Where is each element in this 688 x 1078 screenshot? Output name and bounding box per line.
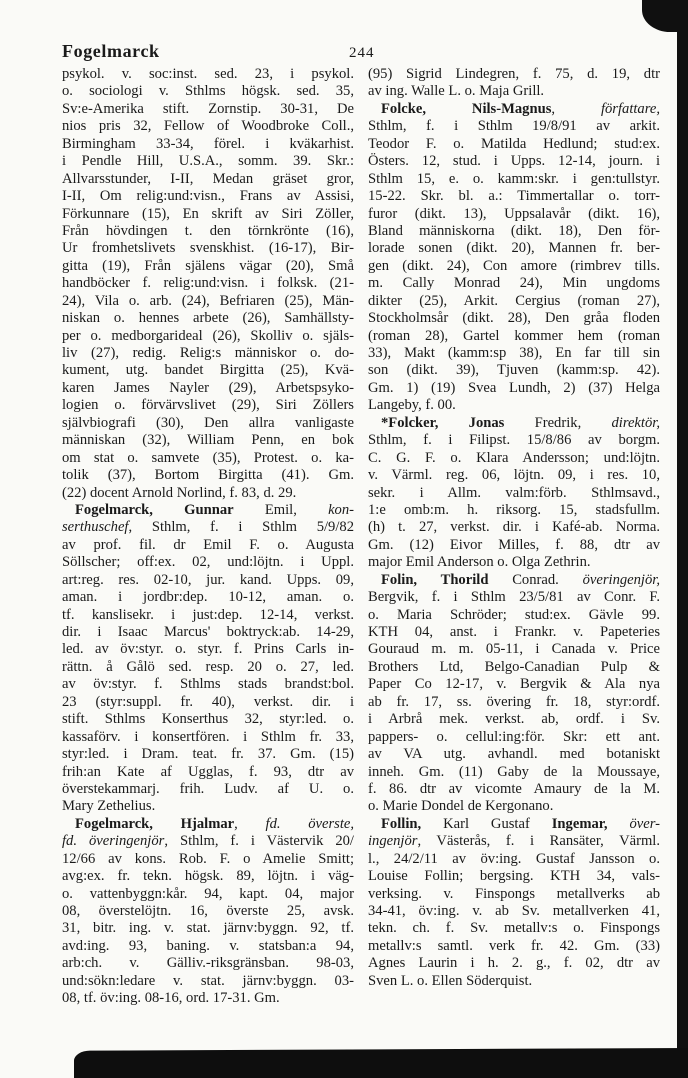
- text-line: [368, 851, 660, 868]
- text-segment: tekn. ch. f. Sv. metallv:s o. Finspongs: [368, 920, 660, 937]
- text-segment: Paper Co 12-17, v. Bergvik & Ala nya: [368, 676, 660, 693]
- text-line: [368, 920, 660, 937]
- text-column-right: [368, 66, 660, 990]
- text-segment: Conrad.: [488, 571, 583, 588]
- text-line: [62, 886, 354, 903]
- text-segment: kument, utg. bandet Birgitta (25), Kvä-: [62, 362, 354, 379]
- text-line: [368, 659, 660, 676]
- text-line: [62, 310, 354, 327]
- text-line: [62, 938, 354, 955]
- text-line: [62, 676, 354, 693]
- text-segment: arb:ch. v. Gälliv.-riksgränsban. 98-03,: [62, 955, 354, 972]
- text-line: [368, 328, 660, 345]
- text-segment: ,: [551, 100, 601, 117]
- text-line: [62, 729, 354, 746]
- text-segment: ,: [234, 815, 266, 832]
- text-segment: 23 (styr:suppl. fr. 40), verkst. dir. i: [62, 693, 354, 710]
- text-segment: Folcke, Nils-Magnus: [381, 100, 552, 117]
- text-segment: Sv:e-Amerika stift. Zornstip. 30-31, De: [62, 100, 354, 117]
- text-segment: Bland människorna (dikt. 18), Den för-: [368, 222, 660, 239]
- text-segment: överstekammarj. frih. Ludv. af U. o.: [62, 780, 354, 797]
- text-segment: av ing. Walle L. o. Maja Grill.: [368, 83, 545, 100]
- text-segment: Brothers Ltd, Belgo-Canadian Pulp &: [368, 658, 660, 675]
- text-segment: verksing. v. Finspongs metallverks ab: [368, 885, 660, 902]
- text-line: [62, 188, 354, 205]
- text-line: [62, 798, 354, 815]
- text-line: [368, 711, 660, 728]
- text-line: [368, 572, 660, 589]
- text-line: [62, 659, 354, 676]
- text-segment: *Folcker, Jonas: [381, 414, 505, 431]
- text-segment: Östers. 12, stud. i Upps. 12-14, journ. i: [368, 153, 660, 170]
- text-segment: Sthlm 15, e. o. kamm:skr. i gen:tullstyr.: [368, 170, 660, 187]
- text-line: [368, 589, 660, 606]
- text-segment: C. G. F. o. Klara Andersson; und:löjtn.: [368, 449, 660, 466]
- text-line: [62, 206, 354, 223]
- text-segment: 08, tf. öv:ing. 08-16, ord. 17-31. Gm.: [62, 990, 280, 1007]
- text-line: [368, 903, 660, 920]
- text-line: [62, 345, 354, 362]
- text-line: [62, 537, 354, 554]
- text-line: [368, 694, 660, 711]
- text-line: [368, 537, 660, 554]
- text-line: [368, 729, 660, 746]
- text-line: [368, 938, 660, 955]
- text-line: [368, 118, 660, 135]
- text-segment: styr:led. i Dram. teat. fr. 37. Gm. (15): [62, 746, 354, 763]
- text-line: [62, 746, 354, 763]
- text-line: [62, 920, 354, 937]
- text-segment: Söllscher; off:ex. 02, und:löjtn. i Uppl.: [62, 554, 354, 571]
- text-line: [368, 781, 660, 798]
- text-segment: tf. kanslisekr. i just:dep. 12-14, verkst.: [62, 606, 354, 623]
- scan-artifact-right-edge: [677, 0, 688, 1078]
- text-line: [62, 415, 354, 432]
- text-line: [368, 153, 660, 170]
- text-segment: kassaförv. i konsertfören. i Sthlm fr. 33,: [62, 728, 354, 745]
- text-line: [62, 955, 354, 972]
- text-line: [368, 764, 660, 781]
- text-segment: fd. överste,: [265, 815, 354, 832]
- text-line: [62, 293, 354, 310]
- text-segment: tolik (37), Bortom Birgitta (41). Gm.: [62, 467, 354, 484]
- text-segment: o. sociologi v. Sthlms högsk. sed. 35,: [62, 83, 354, 100]
- text-line: [368, 641, 660, 658]
- text-line: [368, 136, 660, 153]
- text-segment: om stat o. samvete (35), Protest. o. ka-: [62, 449, 354, 466]
- text-segment: 12/66 av kons. Rob. F. o Amelie Smitt;: [62, 850, 354, 867]
- text-segment: led. av öv:styr. o. styr. f. Prins Carls in-: [62, 641, 354, 658]
- text-segment: Från hövdingen t. den törnkrönte (16),: [62, 222, 354, 239]
- text-line: [368, 502, 660, 519]
- text-line: [368, 624, 660, 641]
- text-line: [62, 816, 354, 833]
- text-line: [368, 467, 660, 484]
- text-line: [368, 83, 660, 100]
- text-segment: (95) Sigrid Lindegren, f. 75, d. 19, dtr: [368, 66, 660, 82]
- text-segment: Ur fromhetslivets svenskhist. (16-17), Bir-: [62, 240, 354, 257]
- text-segment: furor (dikt. 13), Uppsalavår (dikt. 16),: [368, 205, 660, 222]
- text-line: [62, 432, 354, 449]
- text-segment: 15-22. Skr. bl. a.: Timmertallar o. torr-: [368, 188, 660, 205]
- text-segment: v. Värml. reg. 06, löjtn. 09, i res. 10,: [368, 467, 660, 484]
- text-segment: avd:ing. 93, baning. v. statsban:a 94,: [62, 937, 354, 954]
- text-segment: frih:an Kate af Ugglas, f. 93, dtr av: [62, 763, 354, 780]
- text-column-left: [62, 66, 354, 1008]
- text-segment: 34-41, öv:ing. v. ab Sv. metallverken 41,: [368, 903, 660, 919]
- text-line: [62, 607, 354, 624]
- text-line: [368, 345, 660, 362]
- text-segment: Follin,: [381, 815, 422, 832]
- text-line: [368, 397, 660, 414]
- text-segment: över-: [629, 815, 660, 832]
- text-line: [62, 485, 354, 502]
- text-segment: gitta (19), Från själens vägar (20), Små: [62, 257, 354, 274]
- text-segment: Agnes Laurin i h. 2. g., f. 02, dtr av: [368, 955, 660, 972]
- text-segment: Sthlm, f. i Filipst. 15/8/86 av borgm.: [368, 432, 660, 449]
- text-line: [368, 293, 660, 310]
- text-line: [62, 275, 354, 292]
- text-segment: i Arbrå mek. verkst. ab, ordf. i Sv.: [368, 711, 660, 728]
- text-segment: o. Marie Dondel de Kergonano.: [368, 798, 554, 815]
- text-line: [368, 519, 660, 536]
- text-line: [368, 101, 660, 118]
- text-segment: av öv:styr. f. Sthlms stads brandst:bol.: [62, 676, 354, 693]
- text-segment: 08, överstelöjtn. 16, överste 25, avsk.: [62, 903, 354, 919]
- text-segment: liv (27), redig. Relig:s människor o. do-: [62, 345, 354, 361]
- text-line: [368, 206, 660, 223]
- text-segment: per o. medborgarideal (26), Skolliv o. själs-: [62, 327, 354, 344]
- text-segment: författare,: [600, 100, 660, 117]
- text-line: [62, 764, 354, 781]
- text-segment: överingenjör,: [582, 571, 660, 588]
- text-segment: 24), Vila o. arb. (24), Befriaren (25), Män-: [62, 292, 354, 309]
- text-line: [368, 223, 660, 240]
- text-segment: 33), Makt (kamm:sp 38), En far till sin: [368, 345, 660, 361]
- text-segment: , Sthlm, f. i Västervik 20/: [164, 833, 354, 850]
- text-segment: Gm. (12) Eivor Milles, f. 88, dtr av: [368, 536, 660, 553]
- text-line: [368, 955, 660, 972]
- text-segment: , Sthlm, f. i Sthlm 5/9/82: [128, 519, 354, 536]
- text-segment: [608, 816, 630, 832]
- text-line: [62, 83, 354, 100]
- text-line: [368, 380, 660, 397]
- text-segment: (h) t. 27, verkst. dir. i Kafé-ab. Norma.: [368, 519, 660, 536]
- text-segment: handböcker f. relig:und:visn. i folksk. (21-: [62, 275, 354, 292]
- text-segment: 31, bitr. ing. v. stat. järnv:byggn. 92, tf.: [62, 920, 354, 937]
- text-segment: Fredrik,: [504, 414, 612, 431]
- text-segment: Allvarsstunder, I-II, Medan gräset gror,: [62, 170, 354, 187]
- text-line: [368, 868, 660, 885]
- text-segment: Karl Gustaf: [421, 815, 552, 832]
- text-segment: Sven L. o. Ellen Söderquist.: [368, 972, 533, 989]
- text-segment: ab fr. 17, ss. övering fr. 18, styr:ordf.: [368, 693, 660, 710]
- text-segment: logien o. förvärvslivet (29), Siri Zöllers: [62, 397, 354, 414]
- text-line: [62, 240, 354, 257]
- text-segment: inneh. Gm. (11) Gaby de la Moussaye,: [368, 763, 660, 780]
- text-line: [368, 258, 660, 275]
- text-line: [368, 607, 660, 624]
- text-segment: Langeby, f. 00.: [368, 397, 456, 414]
- text-segment: stift. Sthlms Konserthus 32, styr:led. o.: [62, 711, 354, 728]
- text-segment: I-II, Om relig:und:visn., Frans av Assisi,: [62, 188, 354, 205]
- text-line: [368, 816, 660, 833]
- text-segment: (22) docent Arnold Norlind, f. 83, d. 29.: [62, 484, 297, 501]
- text-segment: o. vattenbyggn:kår. 94, kapt. 04, major: [62, 885, 354, 902]
- text-segment: 1:e omb:m. h. riksorg. 15, stadsfullm.: [368, 501, 660, 518]
- text-line: [62, 851, 354, 868]
- text-line: [62, 973, 354, 990]
- text-line: [62, 868, 354, 885]
- text-segment: o. Maria Schröder; stud:ex. Gävle 99.: [368, 606, 660, 623]
- text-line: [62, 903, 354, 920]
- text-line: [62, 380, 354, 397]
- text-segment: KTH 04, anst. i Frankr. v. Papeteries: [368, 624, 660, 640]
- text-line: [368, 833, 660, 850]
- text-segment: art:reg. res. 02-10, jur. kand. Upps. 09,: [62, 571, 354, 588]
- text-segment: Sthlm, f. i Sthlm 19/8/91 av arkit.: [368, 118, 660, 135]
- text-segment: dir. i Isaac Marcus' boktryck:ab. 14-29,: [62, 624, 354, 640]
- text-line: [62, 362, 354, 379]
- text-segment: l., 24/2/11 av öv:ing. Gustaf Jansson o.: [368, 850, 660, 867]
- text-line: [62, 118, 354, 135]
- text-line: [62, 641, 354, 658]
- text-line: [368, 798, 660, 815]
- text-line: [62, 781, 354, 798]
- text-segment: son (dikt. 39), Tjuven (kamm:sp. 42).: [368, 362, 660, 379]
- text-segment: , Västerås, f. i Ransäter, Värml.: [417, 833, 660, 850]
- text-line: [62, 502, 354, 519]
- text-line: [368, 676, 660, 693]
- text-segment: Folin, Thorild: [381, 571, 489, 588]
- running-header-title: Fogelmarck: [62, 41, 160, 61]
- text-line: [368, 310, 660, 327]
- text-line: [368, 240, 660, 257]
- text-line: [368, 188, 660, 205]
- text-line: [62, 589, 354, 606]
- text-segment: avg:ex. fr. tekn. högsk. 89, löjtn. i väg-: [62, 868, 354, 885]
- text-segment: lorade sonen (dikt. 20), Mannen fr. ber-: [368, 240, 660, 257]
- text-segment: sekr. i Allm. valm:förb. Sthlmsavd.,: [368, 484, 660, 501]
- text-line: [62, 258, 354, 275]
- text-segment: ingenjör: [368, 833, 418, 850]
- text-segment: Teodor F. o. Matilda Hedlund; stud:ex.: [368, 135, 660, 152]
- text-line: [62, 467, 354, 484]
- text-segment: Stockholmsår (dikt. 28), Den gråa floden: [368, 310, 660, 327]
- text-line: [62, 833, 354, 850]
- text-segment: fd. överingenjör: [62, 833, 165, 850]
- text-line: [62, 66, 354, 83]
- text-segment: gen (dikt. 24), Con amore (rimbrev tills.: [368, 257, 660, 274]
- text-line: [368, 415, 660, 432]
- text-line: [62, 450, 354, 467]
- text-line: [62, 519, 354, 536]
- text-segment: människan (32), William Penn, en bok: [62, 432, 354, 449]
- text-segment: f. 86. dtr av vicomte Amaury de la M.: [368, 780, 660, 797]
- text-line: [62, 101, 354, 118]
- text-segment: Mary Zethelius.: [62, 798, 156, 815]
- text-segment: Ingemar,: [551, 815, 608, 832]
- text-segment: aman. i jordbr:dep. 10-12, aman. o.: [62, 589, 354, 606]
- page-number: 244: [349, 45, 375, 61]
- text-line: [62, 223, 354, 240]
- text-segment: niskan o. hennes arbete (26), Samhällsty-: [62, 310, 354, 327]
- text-segment: Fogelmarck, Gunnar: [75, 501, 234, 518]
- text-segment: major Emil Anderson o. Olga Zethrin.: [368, 554, 591, 571]
- text-segment: psykol. v. soc:inst. sed. 23, i psykol.: [62, 66, 354, 82]
- text-segment: av prof. fil. dr Emil F. o. Augusta: [62, 536, 354, 553]
- text-segment: kon-: [328, 501, 354, 518]
- text-segment: metallv:s samtl. verk fr. 42. Gm. (33): [368, 937, 660, 954]
- text-line: [62, 153, 354, 170]
- text-segment: Gouraud m. m. 05-11, i Canada v. Price: [368, 641, 660, 658]
- text-segment: (roman 28), Gartel kommer hem (roman: [368, 327, 660, 344]
- text-line: [368, 275, 660, 292]
- text-segment: Birmingham 33-34, förel. i kväkarhist.: [62, 135, 354, 152]
- text-segment: serthuschef: [62, 519, 129, 536]
- text-line: [62, 572, 354, 589]
- text-line: [368, 973, 660, 990]
- text-line: [62, 624, 354, 641]
- text-segment: Louise Follin; bergsing. KTH 34, vals-: [368, 868, 660, 885]
- text-line: [62, 136, 354, 153]
- text-line: [62, 554, 354, 571]
- text-segment: självbiografi (30), Den allra vanligaste: [62, 414, 354, 431]
- text-line: [368, 554, 660, 571]
- text-line: [368, 450, 660, 467]
- text-segment: pappers- o. cellul:ing:för. Skr: ett ant.: [368, 728, 660, 745]
- text-segment: m. Cally Monrad 24), Min ungdoms: [368, 275, 660, 292]
- text-line: [368, 171, 660, 188]
- text-segment: av VA utg. avhandl. med botaniskt: [368, 746, 660, 763]
- text-segment: Gm. 1) (19) Svea Lundh, 2) (37) Helga: [368, 379, 660, 396]
- text-segment: Bergvik, f. i Sthlm 23/5/81 av Conr. F.: [368, 589, 660, 606]
- text-segment: rättn. å Gålö sed. resp. 20 o. 27, led.: [62, 658, 354, 675]
- text-segment: und:sökn:ledare v. stat. järnv:byggn. 03-: [62, 972, 354, 989]
- text-line: [368, 362, 660, 379]
- text-segment: dikter (25), Arkit. Cergius (roman 27),: [368, 292, 660, 309]
- text-segment: karen James Nayler (29), Arbetspsyko-: [62, 379, 354, 396]
- text-line: [62, 397, 354, 414]
- text-line: [368, 886, 660, 903]
- text-line: [368, 485, 660, 502]
- text-line: [368, 432, 660, 449]
- scan-artifact-bottom-edge: [74, 1048, 688, 1078]
- text-segment: Förkunnare (15), En skrift av Siri Zöller,: [62, 205, 354, 222]
- text-line: [368, 746, 660, 763]
- text-segment: i Pendle Hill, U.S.A., somm. 39. Skr.:: [62, 153, 354, 170]
- text-line: [62, 328, 354, 345]
- text-segment: nios pris 32, Fellow of Woodbroke Coll.,: [62, 118, 354, 135]
- text-line: [368, 66, 660, 83]
- text-line: [62, 711, 354, 728]
- text-line: [62, 990, 354, 1007]
- text-line: [62, 694, 354, 711]
- text-line: [62, 171, 354, 188]
- text-segment: Fogelmarck, Hjalmar: [75, 815, 235, 832]
- text-segment: direktör,: [611, 414, 660, 431]
- text-segment: Emil,: [233, 501, 329, 518]
